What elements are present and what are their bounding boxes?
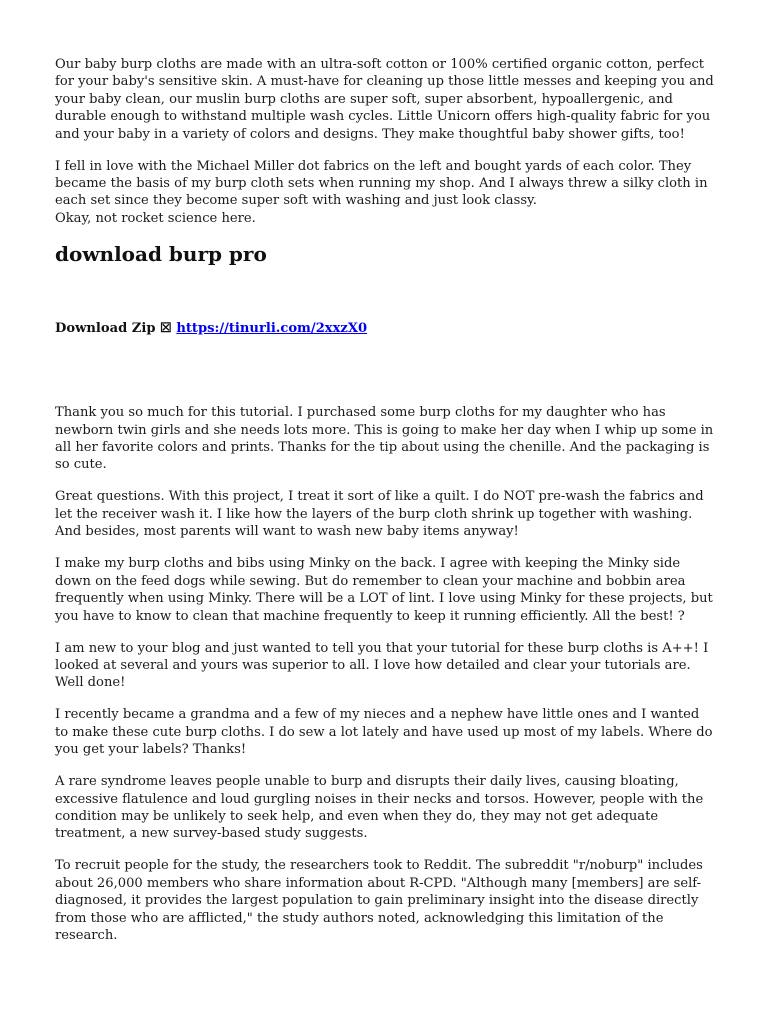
download-link[interactable]: https://tinurli.com/2xxzX0	[176, 321, 368, 337]
intro-paragraph-okay: Okay, not rocket science here.	[55, 210, 256, 226]
comment-paragraph-grandma: I recently became a grandma and a few of my nieces and a nephew have little ones and I wanted to make these cute burp cloths. I do sew a lot lately and have used up most of my labels. Where do you get your labels? Thanks!	[55, 707, 713, 758]
download-line	[55, 320, 715, 337]
spacer	[55, 337, 715, 404]
article-paragraph-syndrome: A rare syndrome leaves people unable to burp and disrupts their daily lives, causing bloating, excessive flatulence and loud gurgling noises in their necks and torsos. However, people with the condition may be unlikely to seek help, and even when they do, they may not get adequate treatment, a new survey-based study suggests.	[55, 774, 704, 842]
comment-paragraph-thanks: Thank you so much for this tutorial. I purchased some burp cloths for my daughter who has newborn twin girls and she needs lots more. This is going to make her day when I whip up some in all her favorite colors and prints. Thanks for the tip about using the chenille. And the packaging is so cute.	[55, 405, 714, 473]
document-page	[55, 56, 715, 959]
comment-paragraph-questions: Great questions. With this project, I treat it sort of like a quilt. I do NOT pre-wash the fabrics and let the receiver wash it. I like how the layers of the burp cloth shrink up together with washing. And besides, most parents will want to wash new baby items anyway!	[55, 489, 704, 540]
article-paragraph-reddit: To recruit people for the study, the researchers took to Reddit. The subreddit "r/noburp" includes about 26,000 members who share information about R-CPD. "Although many [members] are self-diagnosed, it provides the largest population to gain preliminary insight into the disease directly from those who are afflicted," the study authors noted, acknowledging this limitation of the research.	[55, 858, 703, 943]
intro-paragraph-fabrics: I fell in love with the Michael Miller dot fabrics on the left and bought yards of each color. They became the basis of my burp cloth sets when running my shop. And I always threw a silky cloth in each set since they become super soft with washing and just look classy.	[55, 158, 708, 209]
intro-paragraph-products: Our baby burp cloths are made with an ultra-soft cotton or 100% certified organic cotton, perfect for your baby's sensitive skin. A must-have for cleaning up those little messes and keeping you and your baby clean, our muslin burp cloths are super soft, super absorbent, hypoallergenic, and durable enough to withstand multiple wash cycles. Little Unicorn offers high-quality fabric for you and your baby in a variety of colors and designs. They make thoughtful baby shower gifts, too!	[55, 57, 714, 142]
download-label: Download Zip ☒	[55, 321, 172, 337]
comment-paragraph-new-reader: I am new to your blog and just wanted to tell you that your tutorial for these burp cloths is A++! I looked at several and yours was superior to all. I love how detailed and clear your tutorials are. Well done!	[55, 640, 709, 691]
page-heading: download burp pro	[55, 242, 267, 267]
comment-paragraph-minky: I make my burp cloths and bibs using Minky on the back. I agree with keeping the Minky side down on the feed dogs while sewing. But do remember to clean your machine and bobbin area frequently when using Minky. There will be a LOT of lint. I love using Minky for these projects, but you have to know to clean that machine frequently to keep it running efficiently. All the best! ?	[55, 556, 713, 624]
